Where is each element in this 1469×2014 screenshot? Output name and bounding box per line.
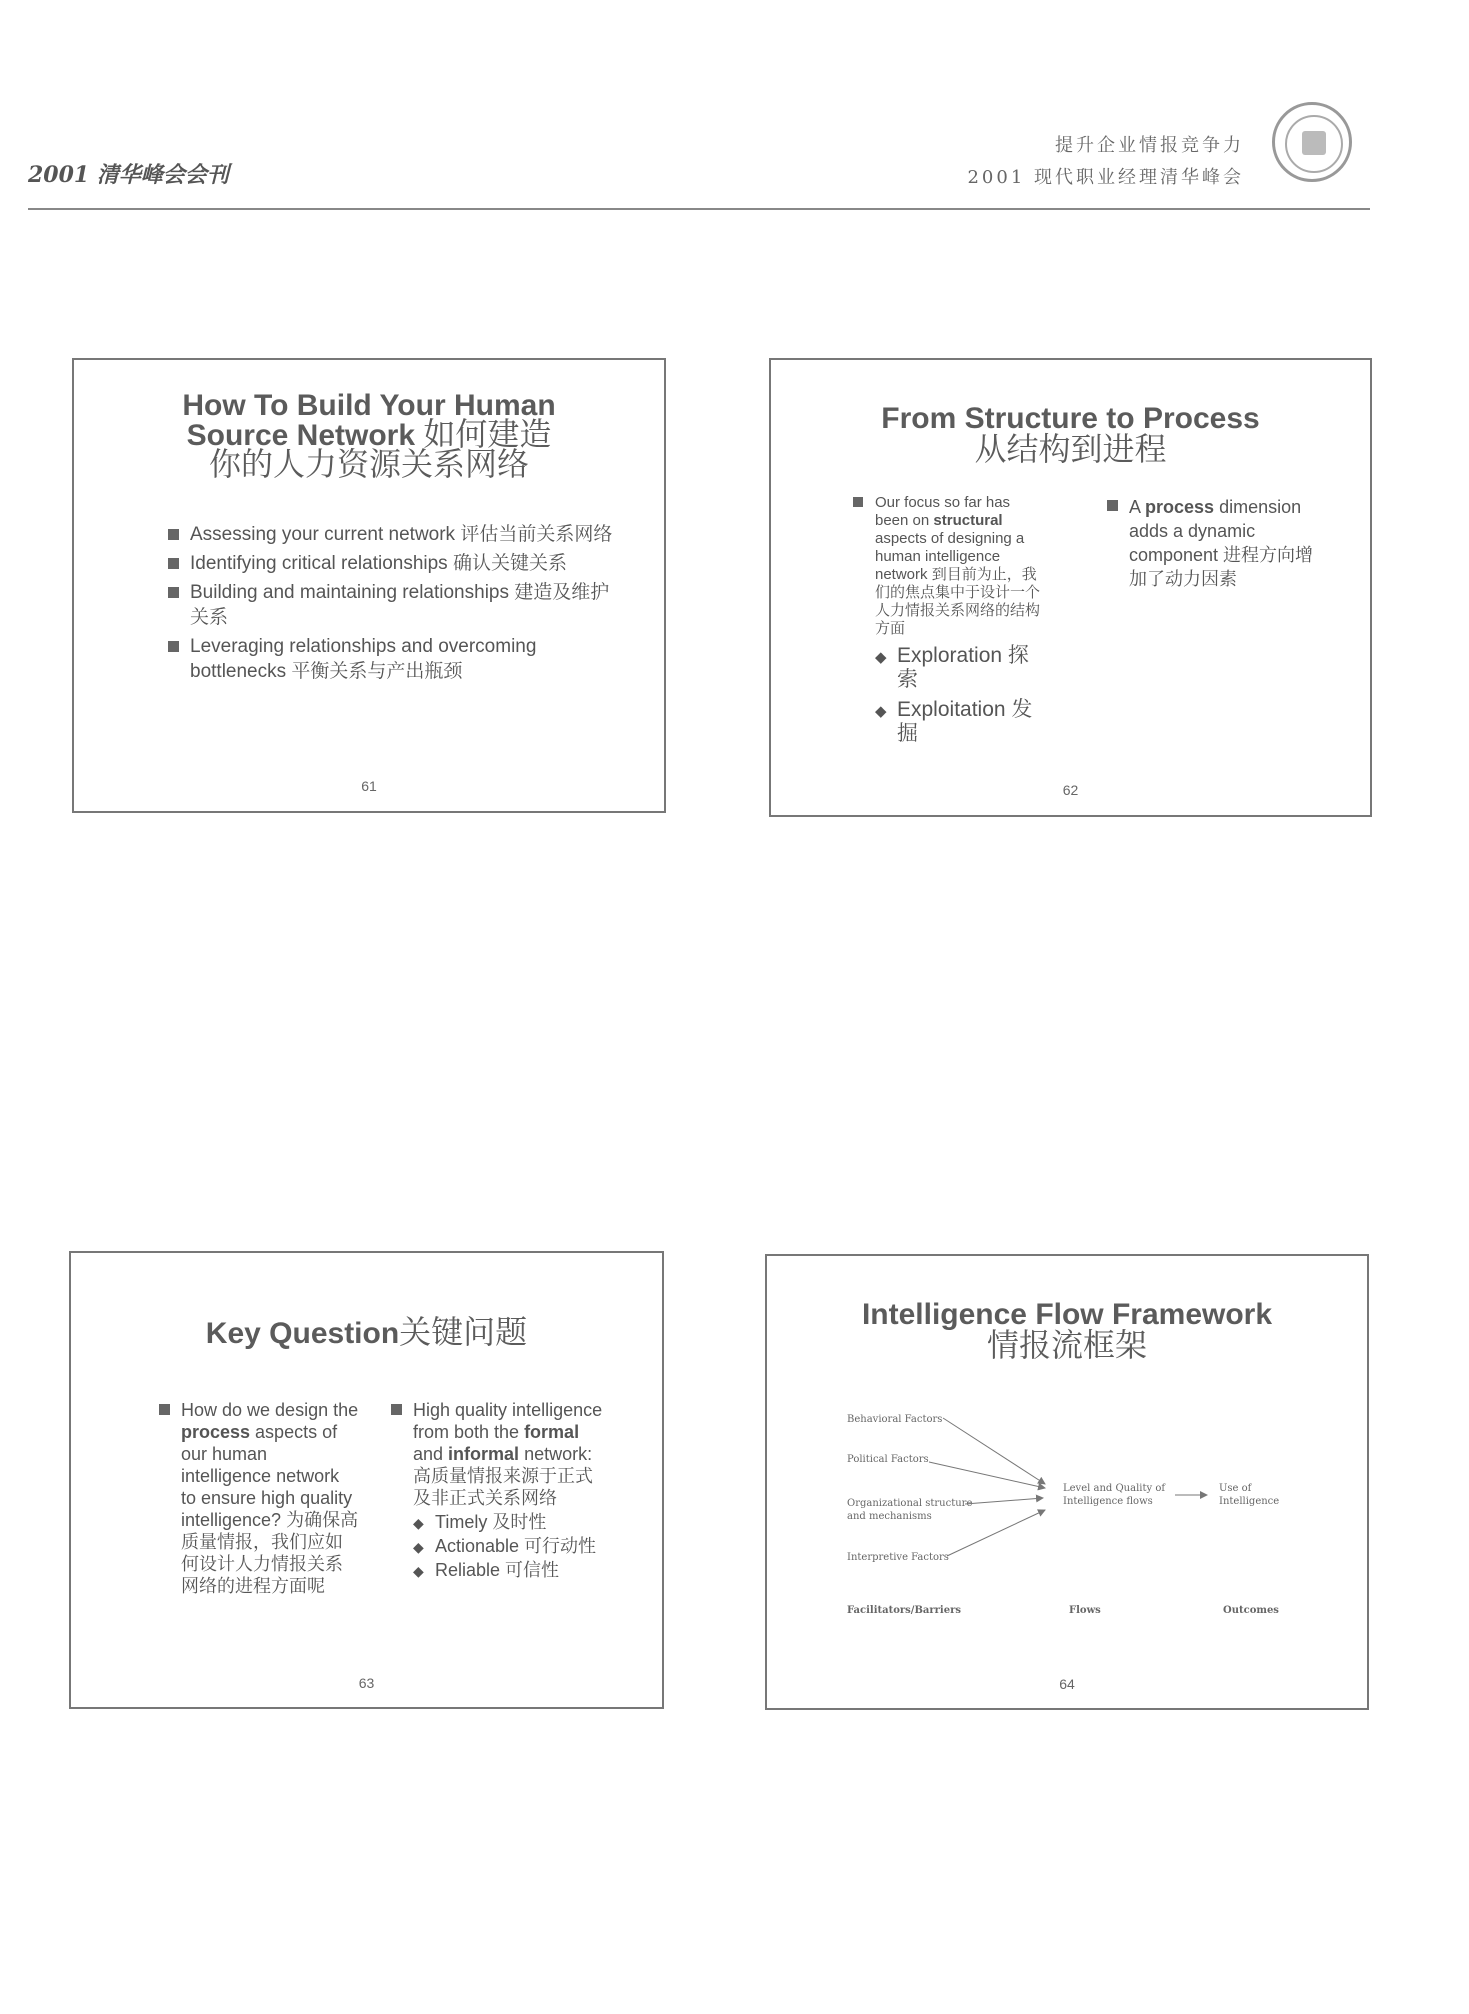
- factor-label: Organizational structure: [847, 1498, 973, 1509]
- left-column-list: [159, 1399, 359, 1597]
- title-cn: 情报流框架: [986, 1326, 1147, 1364]
- factor-label: and mechanisms: [847, 1511, 932, 1522]
- text-span: aspects of designing a human intelligence network 到目前为止，我们的焦点集中于设计一个人力情报关系网络的结构方面: [875, 530, 1041, 637]
- university-seal-icon: [1272, 102, 1352, 182]
- list-item: Leveraging relationships and overcoming bottlenecks 平衡关系与产出瓶颈: [168, 634, 628, 684]
- outcome-label: Use of: [1219, 1483, 1252, 1494]
- sub-list-item: ◆ Exploration 探索: [875, 644, 1041, 692]
- right-column-list: [1107, 495, 1327, 591]
- bullet-list: [168, 522, 628, 688]
- arrow-behavioral: [943, 1418, 1045, 1484]
- text-span: and: [413, 1444, 449, 1464]
- arrow-political: [929, 1462, 1045, 1488]
- sub-list: [413, 1511, 606, 1581]
- bold-term: informal: [448, 1444, 520, 1464]
- column-label: Outcomes: [1223, 1605, 1279, 1616]
- sub-list-item: ◆ Reliable 可信性: [413, 1559, 606, 1581]
- sub-list-item: ◆ Timely 及时性: [413, 1511, 606, 1533]
- column-label: Facilitators/Barriers: [847, 1605, 961, 1616]
- text-span: How do we design the: [181, 1400, 359, 1420]
- header-right-text: [967, 130, 1244, 194]
- factor-label: Interpretive Factors: [847, 1552, 949, 1563]
- column-label: Flows: [1069, 1605, 1101, 1616]
- seal-core: [1302, 131, 1326, 155]
- list-item: [853, 494, 1041, 746]
- slide-62: [769, 358, 1372, 817]
- title-en: Intelligence Flow Framework: [861, 1298, 1273, 1331]
- left-column-list: [853, 494, 1041, 752]
- title-cn-line2: 你的人力资源关系网络: [208, 445, 529, 483]
- list-item: Identifying critical relationships 确认关键关系: [168, 551, 628, 576]
- slide-number: 64: [1059, 1676, 1075, 1692]
- factor-label: Behavioral Factors: [847, 1414, 943, 1425]
- slide-61: [72, 358, 666, 813]
- title-cn: 关键问题: [399, 1313, 528, 1351]
- text-span: A: [1129, 497, 1146, 517]
- sub-list-item: ◆ Actionable 可行动性: [413, 1535, 606, 1557]
- slide-number: 61: [361, 778, 377, 794]
- slide-number: 63: [358, 1675, 375, 1691]
- arrow-interpretive: [947, 1510, 1045, 1556]
- flow-label: Intelligence flows: [1063, 1496, 1153, 1507]
- title-cn: 从结构到进程: [974, 430, 1167, 468]
- slide-64: [765, 1254, 1369, 1710]
- text-span: network: 高质量情报来源于正式及非正式关系网络: [413, 1444, 593, 1508]
- outcome-label: Intelligence: [1219, 1496, 1280, 1507]
- header-right-line2: 2001 现代职业经理清华峰会: [967, 167, 1244, 188]
- flow-diagram: [767, 1256, 1371, 1712]
- header-rule: [28, 208, 1370, 210]
- title-en-line1: How To Build Your Human: [182, 389, 556, 422]
- title-en: Key Question: [205, 1317, 400, 1350]
- slide-title: [771, 402, 1370, 468]
- bold-term: process: [181, 1422, 251, 1442]
- slide-number: 62: [1062, 782, 1079, 798]
- bold-term: process: [1145, 497, 1215, 517]
- slide-title: [74, 389, 664, 483]
- text-span: aspects of our human intelligence network to ensure high quality intelligence? 为确保高质量情报，我们应如何设计人力情报关系网络的进程方面呢: [181, 1422, 359, 1596]
- sub-list: [875, 644, 1041, 746]
- list-item: Building and maintaining relationships 建造及维护关系: [168, 580, 628, 630]
- bold-term: formal: [524, 1422, 580, 1442]
- list-item: [1107, 495, 1327, 591]
- text-span: High quality intelligence from both the: [413, 1400, 603, 1442]
- list-item: Assessing your current network 评估当前关系网络: [168, 522, 628, 547]
- text-span: Our focus so far has been on: [875, 494, 1011, 529]
- flow-label: Level and Quality of: [1063, 1483, 1166, 1494]
- list-item: [391, 1399, 606, 1581]
- factor-label: Political Factors: [847, 1454, 929, 1465]
- seal-inner-ring: [1285, 115, 1343, 173]
- text-span: dimension adds a dynamic component 进程方向增加了动力因素: [1129, 497, 1314, 589]
- title-en: From Structure to Process: [881, 402, 1260, 435]
- slide-63: [69, 1251, 664, 1709]
- bold-term: structural: [933, 512, 1003, 529]
- right-column-list: [391, 1399, 606, 1581]
- title-en-line2: Source Network: [186, 419, 416, 452]
- header-left-title: 2001 清华峰会会刊: [28, 162, 229, 188]
- sub-list-item: ◆ Exploitation 发掘: [875, 698, 1041, 746]
- slide-title: [71, 1315, 662, 1351]
- list-item: [159, 1399, 359, 1597]
- arrow-organizational: [965, 1498, 1043, 1504]
- header-right-line1: 提升企业情报竞争力: [1055, 135, 1244, 156]
- title-cn-line1: 如何建造: [423, 415, 552, 453]
